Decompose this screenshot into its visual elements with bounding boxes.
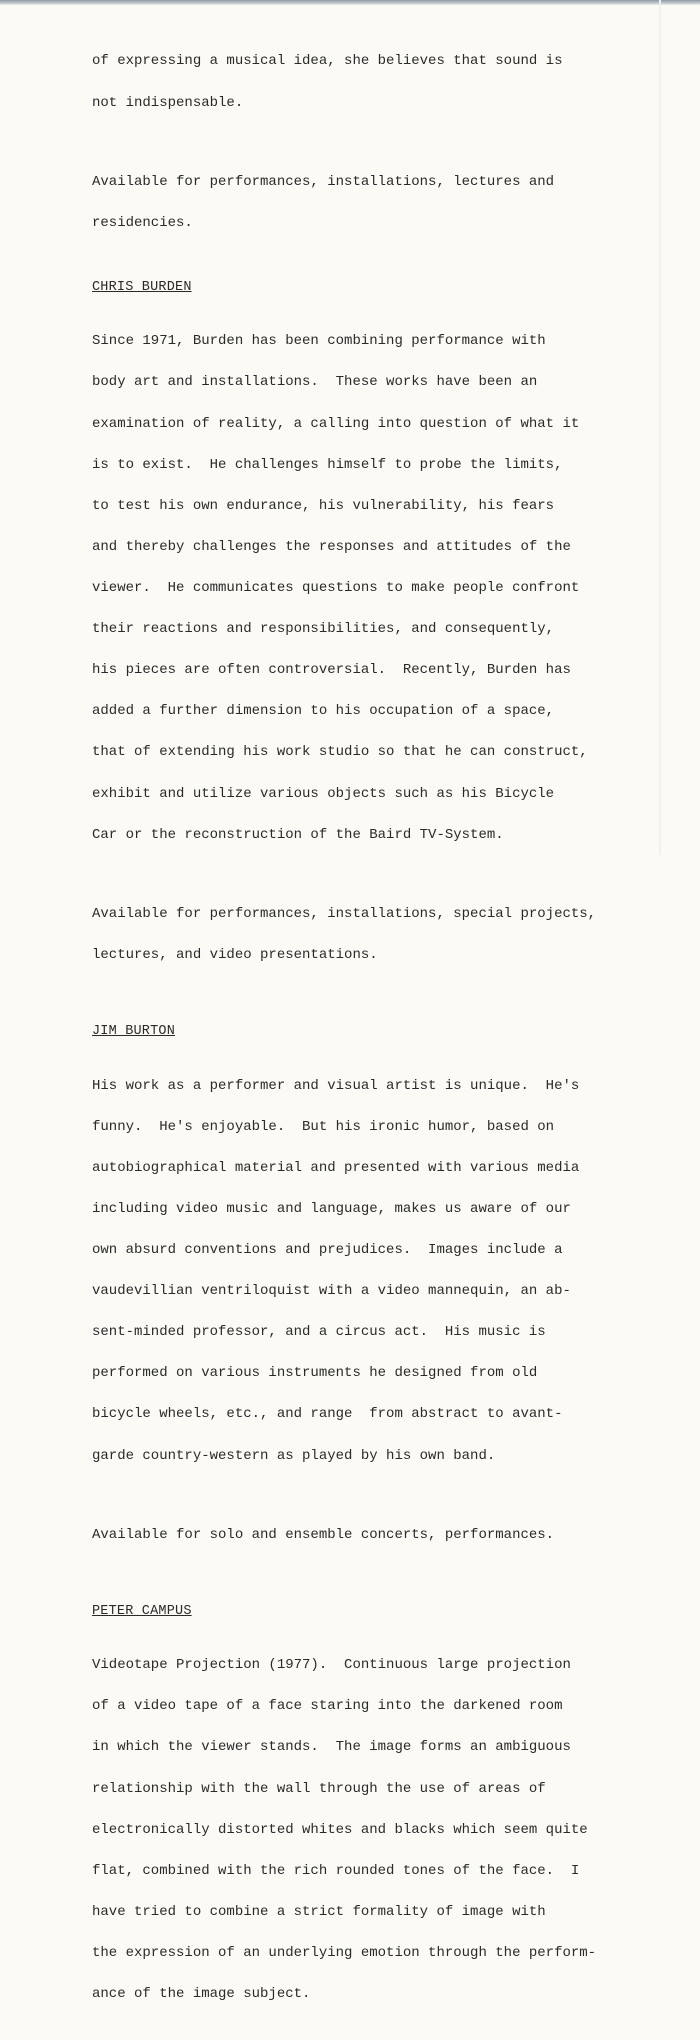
text-line: viewer. He communicates questions to make people confront bbox=[92, 580, 580, 597]
text-line: Available for solo and ensemble concerts, performances. bbox=[92, 1527, 555, 1544]
section-chris-burden bbox=[92, 269, 682, 990]
section-peter-campus bbox=[92, 1593, 682, 2029]
text-line: the expression of an underlying emotion through the perform- bbox=[92, 1945, 597, 1961]
text-line: lectures, and video presentations. bbox=[92, 947, 378, 964]
text-line: bicycle wheels, etc., and range from abstract to avant- bbox=[92, 1406, 563, 1423]
text-line: is to exist. He challenges himself to probe the limits, bbox=[92, 456, 563, 473]
text-line: not indispensable. bbox=[92, 94, 244, 111]
text-line: to test his own endurance, his vulnerability, his fears bbox=[92, 497, 555, 514]
text-line: own absurd conventions and prejudices. Images include a bbox=[92, 1241, 563, 1258]
text-line: body art and installations. These works have been an bbox=[92, 374, 538, 391]
section-heading: CHRIS BURDEN bbox=[92, 280, 192, 296]
text-line: performed on various instruments he designed from old bbox=[92, 1365, 538, 1382]
text-line: relationship with the wall through the use of areas of bbox=[92, 1780, 546, 1797]
text-line: sent-minded professor, and a circus act. His music is bbox=[92, 1324, 546, 1341]
text-line: garde country-western as played by his own band. bbox=[92, 1447, 496, 1464]
text-line: have tried to combine a strict formality of image with bbox=[92, 1903, 546, 1920]
page-top-edge bbox=[0, 0, 700, 5]
text-line: their reactions and responsibilities, and consequently, bbox=[92, 621, 555, 638]
section-availability bbox=[92, 881, 682, 991]
text-line: ance of the image subject. bbox=[92, 1986, 311, 2003]
text-line: His work as a performer and visual artist is unique. He's bbox=[92, 1077, 580, 1094]
text-line: Videotape Projection (1977). Continuous large projection bbox=[92, 1657, 571, 1674]
intro-availability bbox=[92, 149, 682, 259]
text-line: Since 1971, Burden has been combining performance with bbox=[92, 333, 546, 350]
text-line: funny. He's enjoyable. But his ironic humor, based on bbox=[92, 1118, 555, 1135]
text-line: and thereby challenges the responses and attitudes of the bbox=[92, 538, 571, 555]
text-line: flat, combined with the rich rounded tones of the face. I bbox=[92, 1862, 580, 1879]
text-line: his pieces are often controversial. Recently, Burden has bbox=[92, 662, 571, 679]
text-line: added a further dimension to his occupation of a space, bbox=[92, 703, 555, 720]
text-line: in which the viewer stands. The image forms an ambiguous bbox=[92, 1739, 571, 1756]
section-heading: PETER CAMPUS bbox=[92, 1604, 192, 1620]
text-line: Available for performances, installations, lectures and bbox=[92, 174, 555, 191]
text-line: exhibit and utilize various objects such as his Bicycle bbox=[92, 785, 555, 802]
text-line: including video music and language, makes us aware of our bbox=[92, 1200, 571, 1217]
text-line: examination of reality, a calling into question of what it bbox=[92, 415, 580, 432]
text-line: vaudevillian ventriloquist with a video mannequin, an ab- bbox=[92, 1283, 571, 1300]
section-body bbox=[92, 308, 682, 870]
document-page bbox=[92, 28, 682, 2040]
section-body bbox=[92, 1052, 682, 1491]
intro-continuation bbox=[92, 28, 682, 138]
section-heading: JIM BURTON bbox=[92, 1024, 176, 1040]
text-line: autobiographical material and presented with various media bbox=[92, 1159, 580, 1176]
text-line: that of extending his work studio so that he can construct, bbox=[92, 744, 588, 761]
section-body bbox=[92, 1632, 682, 2029]
text-line: Car or the reconstruction of the Baird TV-System. bbox=[92, 826, 504, 843]
text-line: of expressing a musical idea, she believes that sound is bbox=[92, 53, 563, 70]
text-line: residencies. bbox=[92, 215, 193, 232]
section-jim-burton bbox=[92, 1013, 682, 1570]
text-line: Available for performances, installations, special projects, bbox=[92, 906, 597, 923]
text-line: of a video tape of a face staring into the darkened room bbox=[92, 1698, 563, 1715]
text-line: electronically distorted whites and blacks which seem quite bbox=[92, 1821, 588, 1838]
section-availability bbox=[92, 1502, 682, 1571]
